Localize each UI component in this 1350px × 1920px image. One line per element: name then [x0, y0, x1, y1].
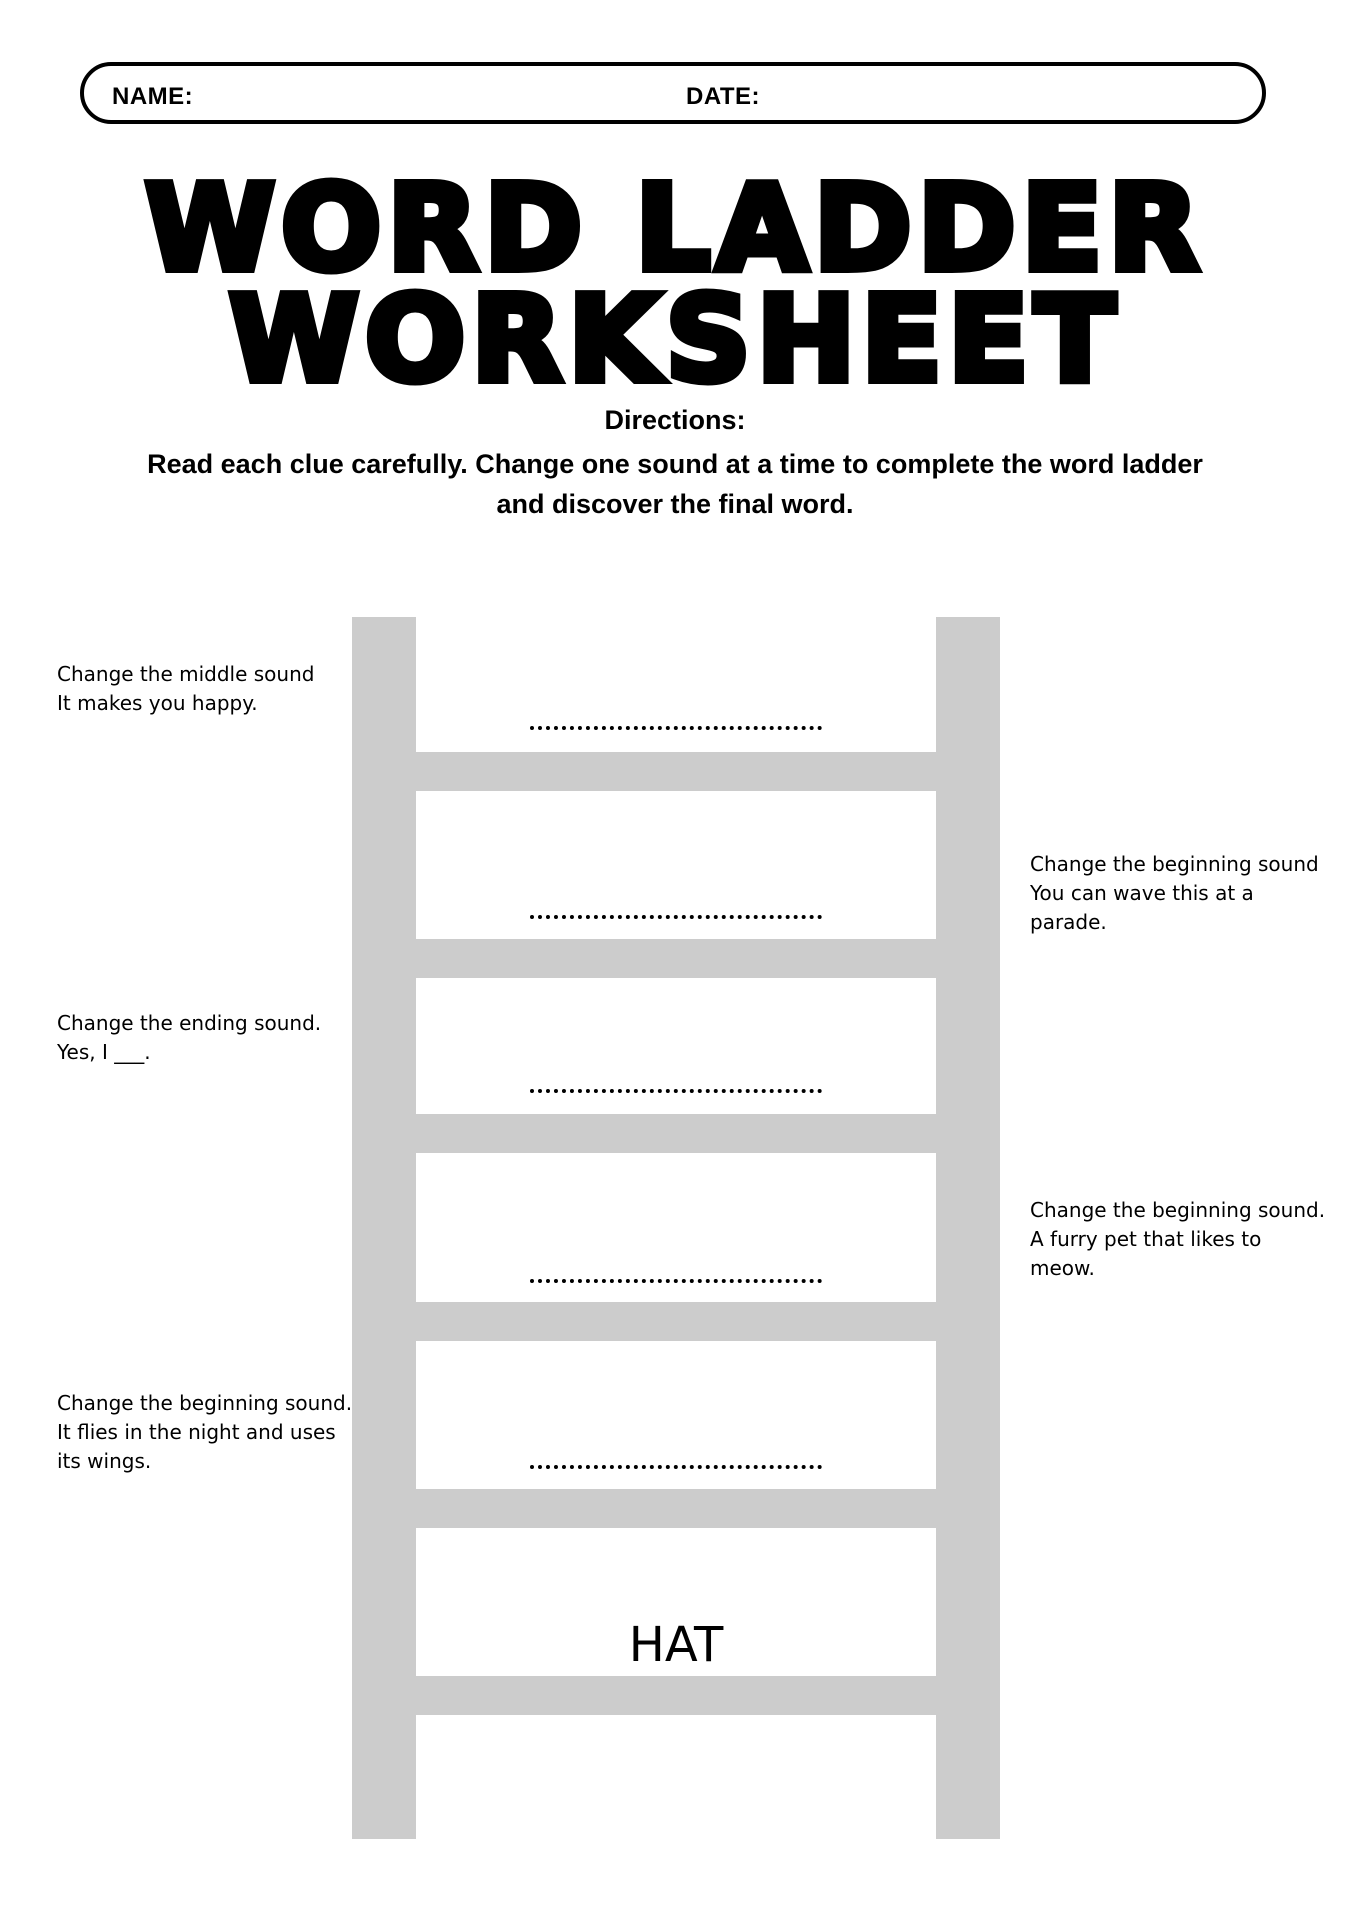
clue-3-line-1: Change the ending sound. [57, 1011, 322, 1035]
directions-text [100, 444, 1250, 524]
worksheet-title-line2: WORKSHEET [228, 270, 1122, 408]
clue-1-line-1: Change the middle sound [57, 662, 315, 686]
ladder-rung [416, 752, 936, 791]
directions-heading: Directions: [604, 405, 746, 435]
answer-blank-3[interactable] [530, 1089, 822, 1093]
start-word: HAT [628, 1617, 724, 1673]
name-label: NAME: [112, 83, 194, 110]
ladder-rung [416, 939, 936, 978]
clue-5-line-1: Change the beginning sound. [57, 1391, 353, 1415]
clue-4-line-2: A furry pet that likes to meow. [1030, 1227, 1262, 1280]
ladder-rung [416, 1114, 936, 1153]
ladder-rung [416, 1302, 936, 1341]
clue-5-line-2: It flies in the night and uses [57, 1420, 336, 1444]
ladder-left-rail [352, 617, 416, 1839]
answer-blank-1[interactable] [530, 726, 822, 730]
directions-line-1: Read each clue carefully. Change one sound at a time to complete the word ladder [147, 449, 1203, 479]
ladder-rung [416, 1676, 936, 1715]
clue-1 [57, 660, 357, 718]
clue-3-line-2: Yes, I ___. [57, 1040, 151, 1064]
clue-2-line-2: You can wave this at a parade. [1030, 881, 1254, 934]
answer-blank-2[interactable] [530, 915, 822, 919]
ladder-right-rail [936, 617, 1000, 1839]
clue-1-line-2: It makes you happy. [57, 691, 258, 715]
clue-4 [1030, 1196, 1330, 1283]
clue-3 [57, 1009, 357, 1067]
clue-5 [57, 1389, 357, 1476]
answer-blank-4[interactable] [530, 1279, 822, 1283]
name-date-header [80, 62, 1266, 124]
ladder-rung [416, 1489, 936, 1528]
clue-4-line-1: Change the beginning sound. [1030, 1198, 1326, 1222]
clue-2-line-1: Change the beginning sound [1030, 852, 1319, 876]
clue-2 [1030, 850, 1330, 937]
worksheet-title-line1: WORD LADDER [144, 159, 1206, 297]
date-label: DATE: [686, 83, 761, 110]
clue-5-line-3: its wings. [57, 1449, 152, 1473]
directions-line-2: and discover the final word. [496, 489, 854, 519]
answer-blank-5[interactable] [530, 1465, 822, 1469]
